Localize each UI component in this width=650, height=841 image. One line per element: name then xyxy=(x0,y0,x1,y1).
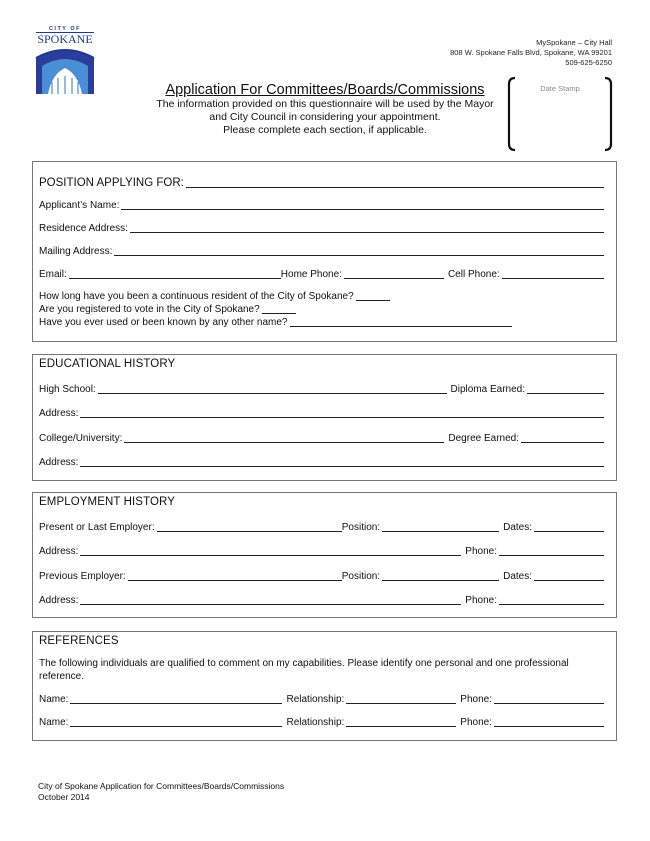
reference-1-name-label: Name: xyxy=(39,694,69,705)
applicant-name-field[interactable] xyxy=(121,199,604,210)
reference-1-name-field[interactable] xyxy=(70,693,282,704)
present-address-row xyxy=(39,543,604,557)
other-name-question xyxy=(39,316,512,328)
reference-2-relationship-field[interactable] xyxy=(346,716,456,727)
other-name-question-label: Have you ever used or been known by any other name? xyxy=(39,317,288,328)
applicant-section xyxy=(32,161,617,342)
form-intro xyxy=(140,98,510,137)
college-address-field[interactable] xyxy=(80,456,604,467)
previous-position-field[interactable] xyxy=(382,570,499,581)
logo-spokane: SPOKANE xyxy=(37,32,93,46)
org-contact xyxy=(450,38,612,68)
degree-field[interactable] xyxy=(521,432,604,443)
reference-1-phone-label: Phone: xyxy=(460,694,492,705)
references-title: REFERENCES xyxy=(39,635,119,647)
city-of-spokane-logo xyxy=(34,24,96,96)
present-employer-row xyxy=(39,519,604,533)
education-section xyxy=(32,354,617,481)
present-position-field[interactable] xyxy=(382,521,499,532)
reference-2-relationship-label: Relationship: xyxy=(286,717,345,728)
college-row xyxy=(39,430,604,444)
intro-line: The information provided on this questionnaire will be used by the Mayor xyxy=(156,98,494,110)
mailing-address-label: Mailing Address: xyxy=(39,246,113,257)
footer-form-name: City of Spokane Application for Committees/Boards/Commissions xyxy=(38,781,285,791)
high-school-row xyxy=(39,381,604,395)
reference-2-name-label: Name: xyxy=(39,717,69,728)
reference-1-relationship-field[interactable] xyxy=(346,693,456,704)
present-address-label: Address: xyxy=(39,546,79,557)
previous-dates-field[interactable] xyxy=(534,570,604,581)
degree-label: Degree Earned: xyxy=(448,433,519,444)
form-title: Application For Committees/Boards/Commissions xyxy=(165,82,485,98)
high-school-address-label: Address: xyxy=(39,408,79,419)
org-phone: 509-625-6250 xyxy=(565,58,612,67)
previous-address-label: Address: xyxy=(39,595,79,606)
contact-row xyxy=(39,266,604,280)
footer-date: October 2014 xyxy=(38,791,90,802)
employment-title: EMPLOYMENT HISTORY xyxy=(39,496,175,508)
residence-row xyxy=(39,220,604,234)
diploma-field[interactable] xyxy=(527,383,604,394)
logo-city-of: CITY OF xyxy=(48,26,82,32)
registered-question-label: Are you registered to vote in the City of Spokane? xyxy=(39,304,260,315)
resident-question xyxy=(39,290,390,302)
reference-row xyxy=(39,714,604,728)
position-row xyxy=(39,175,604,189)
position-label: POSITION APPLYING FOR: xyxy=(39,177,184,189)
mailing-address-field[interactable] xyxy=(114,245,604,256)
present-employer-label: Present or Last Employer: xyxy=(39,522,155,533)
cell-phone-label: Cell Phone: xyxy=(447,269,500,280)
org-name: MySpokane – City Hall xyxy=(536,38,612,47)
present-dates-field[interactable] xyxy=(534,521,604,532)
high-school-address-row xyxy=(39,405,604,419)
college-address-row xyxy=(39,454,604,468)
diploma-label: Diploma Earned: xyxy=(450,384,525,395)
date-stamp-label: Date Stamp xyxy=(540,84,580,93)
employment-section xyxy=(32,492,617,618)
present-employer-field[interactable] xyxy=(157,521,342,532)
high-school-field[interactable] xyxy=(98,383,447,394)
other-name-answer-field[interactable] xyxy=(290,316,512,327)
home-phone-label: Home Phone: xyxy=(280,269,342,280)
registered-question xyxy=(39,303,296,315)
page-footer xyxy=(38,781,284,802)
intro-line: Please complete each section, if applicable. xyxy=(223,124,427,136)
previous-employer-row xyxy=(39,568,604,582)
previous-address-row xyxy=(39,592,604,606)
reference-2-phone-label: Phone: xyxy=(460,717,492,728)
present-phone-label: Phone: xyxy=(465,546,497,557)
previous-employer-label: Previous Employer: xyxy=(39,571,126,582)
position-field[interactable] xyxy=(186,177,604,188)
reference-2-name-field[interactable] xyxy=(70,716,282,727)
resident-answer-field[interactable] xyxy=(356,290,390,301)
residence-address-field[interactable] xyxy=(130,222,604,233)
email-field[interactable] xyxy=(69,268,281,279)
previous-employer-field[interactable] xyxy=(128,570,342,581)
present-position-label: Position: xyxy=(341,522,381,533)
high-school-address-field[interactable] xyxy=(80,407,604,418)
previous-phone-field[interactable] xyxy=(499,594,604,605)
references-instructions: The following individuals are qualified to comment on my capabilities. Please identify one personal and one professional reference. xyxy=(39,658,569,682)
mailing-row xyxy=(39,243,604,257)
org-address: 808 W. Spokane Falls Blvd, Spokane, WA 99201 xyxy=(450,48,612,57)
present-address-field[interactable] xyxy=(80,545,461,556)
applicant-name-label: Applicant’s Name: xyxy=(39,200,120,211)
references-section xyxy=(32,631,617,741)
previous-address-field[interactable] xyxy=(80,594,461,605)
previous-dates-label: Dates: xyxy=(503,571,532,582)
present-dates-label: Dates: xyxy=(503,522,532,533)
education-title: EDUCATIONAL HISTORY xyxy=(39,358,176,370)
resident-question-label: How long have you been a continuous resident of the City of Spokane? xyxy=(39,291,354,302)
college-label: College/University: xyxy=(39,433,123,444)
residence-address-label: Residence Address: xyxy=(39,223,128,234)
reference-2-phone-field[interactable] xyxy=(494,716,604,727)
intro-line: and City Council in considering your appointment. xyxy=(209,111,441,123)
email-label: Email: xyxy=(39,269,67,280)
name-row xyxy=(39,197,604,211)
previous-phone-label: Phone: xyxy=(465,595,497,606)
college-field[interactable] xyxy=(124,432,444,443)
home-phone-field[interactable] xyxy=(344,268,444,279)
present-phone-field[interactable] xyxy=(499,545,604,556)
reference-1-relationship-label: Relationship: xyxy=(286,694,345,705)
registered-answer-field[interactable] xyxy=(262,303,296,314)
high-school-label: High School: xyxy=(39,384,96,395)
reference-row xyxy=(39,691,604,705)
cell-phone-field[interactable] xyxy=(502,268,604,279)
previous-position-label: Position: xyxy=(341,571,381,582)
reference-1-phone-field[interactable] xyxy=(494,693,604,704)
college-address-label: Address: xyxy=(39,457,79,468)
